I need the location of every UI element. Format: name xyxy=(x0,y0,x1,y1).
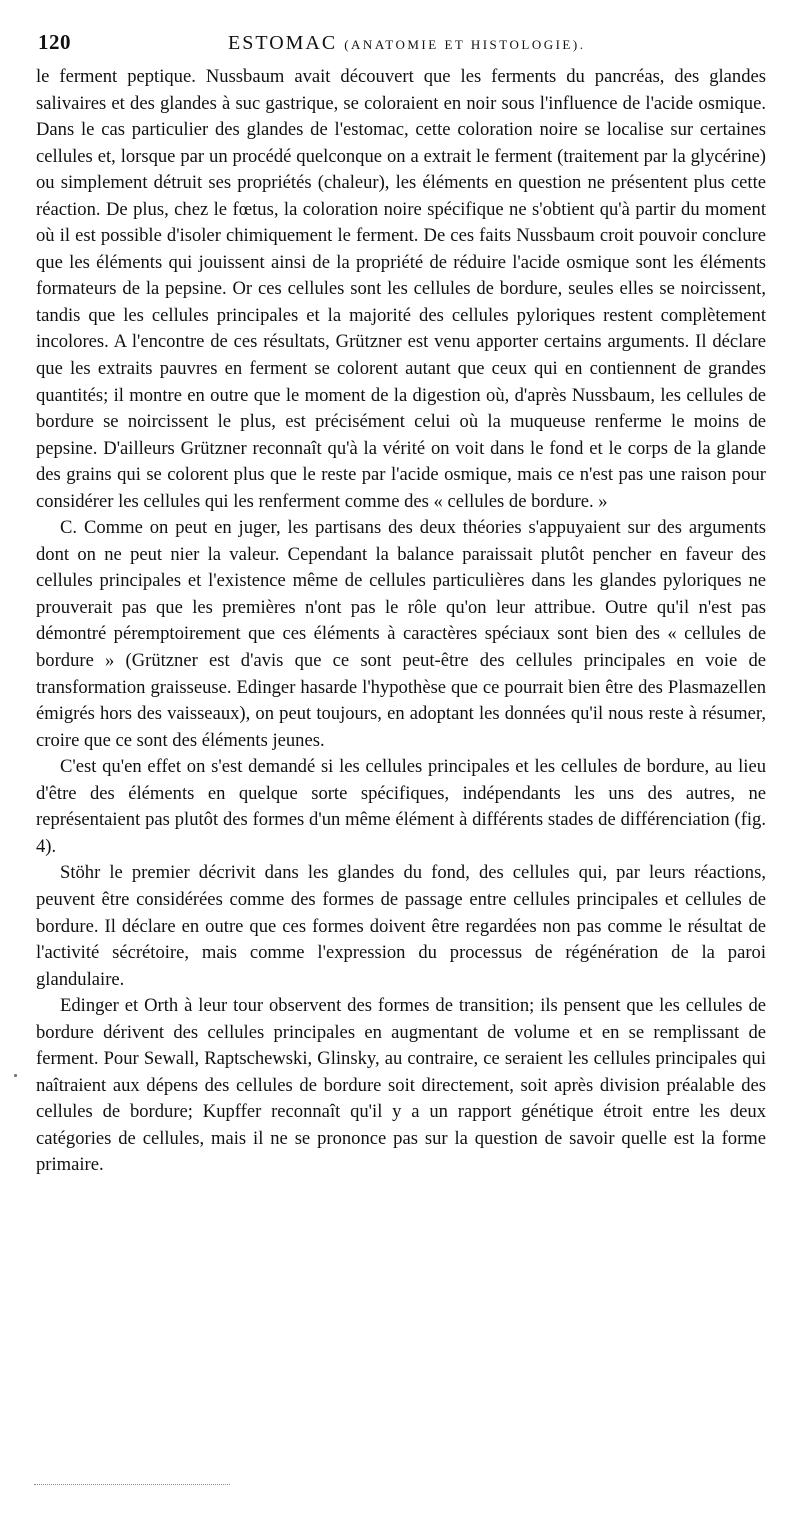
body-text xyxy=(36,64,766,1179)
running-title-main: ESTOMAC xyxy=(228,32,338,54)
paragraph-5: Edinger et Orth à leur tour observent des formes de transition; ils pensent que les cellules de bordure dérivent des cellules principales en augmentant de volume et en se remplissant de ferment. Pour Sewall, Raptschewski, Glinsky, au contraire, ce seraient les cellules principales qui naîtraient aux dépens des cellules de bordure soit directement, soit après division préalable des cellules de bordure; Kupffer reconnaît qu'il y a un rapport génétique étroit entre les deux catégories de cellules, mais il ne se prononce pas sur la question de savoir quelle est la forme primaire. xyxy=(36,995,766,1176)
margin-speck xyxy=(14,1074,17,1077)
paragraph-2: C. Comme on peut en juger, les partisans des deux théories s'appuyaient sur des arguments dont on ne peut nier la valeur. Cependant la balance paraissait plutôt pencher en faveur des cellules principales et l'existence même de cellules particulières dans les glandes pyloriques ne prouverait pas que les premières n'ont pas le rôle qu'on leur attribue. Outre qu'il n'est pas démontré péremptoirement que ces éléments à caractères spéciaux sont bien des « cellules de bordure » (Grützner est d'avis que ce sont peut-être des cellules principales en voie de transformation graisseuse. Edinger hasarde l'hypothèse que ce pourrait bien être des Plasmazellen émigrés hors des vaisseaux), on peut toujours, en adoptant les données qu'il nous reste à résumer, croire que ce sont des éléments jeunes. xyxy=(36,517,766,751)
running-title xyxy=(228,32,585,55)
page-number: 120 xyxy=(38,30,71,54)
paragraph-4: Stöhr le premier décrivit dans les glandes du fond, des cellules qui, par leurs réactions, peuvent être considérées comme des formes de passage entre cellules principales et cellules de bordure. Il déclare en outre que ces formes doivent être regardées non pas comme le résultat de l'activité sécrétoire, mais comme l'expression du processus de régénération de la paroi glandulaire. xyxy=(36,862,766,990)
running-title-sub: (ANATOMIE ET HISTOLOGIE). xyxy=(344,37,586,52)
paragraph-1: le ferment peptique. Nussbaum avait découvert que les ferments du pancréas, des glandes salivaires et des glandes à suc gastrique, se coloraient en noir sous l'influence de l'acide osmique. Dans le cas particulier des glandes de l'estomac, cette coloration noire se localise sur certaines cellules et, lorsque par un procédé quelconque on a extrait le ferment (traitement par la glycérine) ou simplement détruit ses propriétés (chaleur), les éléments en question ne présentent plus cette réaction. De plus, chez le fœtus, la coloration noire spécifique ne s'obtient qu'à partir du moment où il est possible d'isoler chimiquement le ferment. De ces faits Nussbaum croit pouvoir conclure que les éléments qui jouissent ainsi de la propriété de réduire l'acide osmique sont les éléments formateurs de la pepsine. Or ces cellules sont les cellules de bordure, seules elles se noircissent, tandis que les cellules principales et la majorité des cellules pyloriques restent complètement incolores. A l'encontre de ces résultats, Grützner est venu apporter certains arguments. Il déclare que les extraits pauvres en ferment se colorent autant que ceux qui en contiennent de grandes quantités; il montre en outre que le moment de la digestion où, d'après Nussbaum, les cellules de bordure se noircissent le plus, est précisément celui où la muqueuse renferme le moins de pepsine. D'ailleurs Grützner reconnaît qu'à la vérité on voit dans le fond et le corps de la glande des grains qui se colorent plus que le reste par l'acide osmique, mais ce n'est pas une raison pour considérer les cellules qui les renferment comme des « cellules de bordure. » xyxy=(36,66,766,512)
footnote-rule xyxy=(34,1484,230,1485)
paragraph-3: C'est qu'en effet on s'est demandé si les cellules principales et les cellules de bordure, au lieu d'être des éléments en quelque sorte spécifiques, indépendants les uns des autres, ne représentaient pas plutôt des formes d'un même élément à différents stades de différenciation (fig. 4). xyxy=(36,756,766,857)
page-header xyxy=(38,30,768,60)
